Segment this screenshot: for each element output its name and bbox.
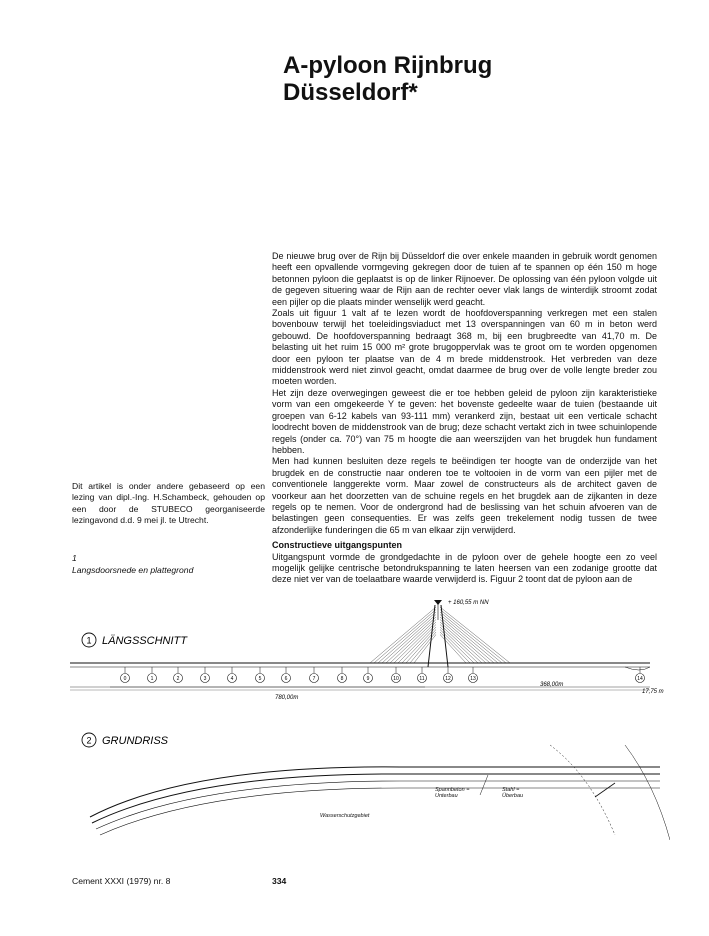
footer-journal: Cement XXXI (1979) nr. 8 <box>72 876 171 886</box>
article-title <box>283 52 492 106</box>
figure-number: 1 <box>72 553 77 563</box>
section-1-heading <box>82 633 188 647</box>
stay-cable <box>440 615 498 664</box>
plan-labels <box>320 787 523 819</box>
top-elevation-label: + 160,55 m NN <box>448 600 489 606</box>
pier-number: 13 <box>470 676 476 683</box>
figure-caption: Langsdoorsnede en plattegrond <box>72 565 194 575</box>
pier-number: 11 <box>419 676 425 683</box>
pier-number: 0 <box>123 676 127 683</box>
section-2-number: 2 <box>86 735 92 746</box>
paragraph-3: Het zijn deze overwegingen geweest die er toe hebben geleid de pyloon zijn karakteristieke vorm van een omgekeerde Y te geven: het bovenste gedeelte waar de tuien (bestaande uit groepen van 6-12 kabels van 93-111 mm) verankerd zijn, bestaat uit een verticale schacht loodrecht boven de middenstrook van de brug; deze schacht vertakt zich in twee schuinlopende regels (onder ca. 70°) van 75 m hoogte die aan weerszijden van het brugdek hun fundament hebben. <box>272 387 657 455</box>
paragraph-2: Zoals uit figuur 1 valt af te lezen wordt de hoofdoverspanning verkregen met een stalen bovenbouw terwijl het toeleidingsviaduct met 13 overspanningen van 60 m in beton werd gebouwd. De hoofdoverspanning bedraagt 368 m, bij een brugbreedte van 41,70 m. De belasting uit het ruim 15 000 m² grote brugoppervlak was te groot om te worden opgenomen door een pyloon ter plaatse van de 4 m brede middenstrook. Het verbreden van deze middenstrook werd niet zinvol geacht, omdat daarmee de brug over de volle lengte breder zou moeten worden. <box>272 308 657 387</box>
section-2-label: GRUNDRISS <box>102 735 169 747</box>
plan-label-spannbeton: Spannbeton = <box>435 787 470 793</box>
section-1-number: 1 <box>86 635 92 646</box>
end-height-label: 17,75 m <box>642 689 664 695</box>
paragraph-1: De nieuwe brug over de Rijn bij Düsseldorf die over enkele maanden in gebruik wordt genomen heeft een opvallende vormgeving gekregen door de tuien af te spannen op één 150 m hoge betonnen pyloon die geplaatst is op de linker Rijnoever. De oplossing van één pyloon volgde uit de gegeven situering waar de Rijn aan de rechter oever vlak langs de winterdijk stroomt zodat een pijler op die plaats minder wenselijk werd geacht. <box>272 251 657 307</box>
subheading: Constructieve uitgangspunten <box>272 540 403 551</box>
section-2-heading <box>82 733 169 747</box>
pier-number: 9 <box>366 676 370 683</box>
stay-cable <box>410 632 436 663</box>
paragraph-5: Uitgangspunt vormde de grondgedachte in de pyloon over de gehele hoogte een zo veel mogelijk gelijke centrische betondrukspanning te laten heersen van een zodanige grootte dat deze niet ver van de toelaatbare waarde verwijderd is. Figuur 2 toont dat de pyloon aan de <box>272 551 657 585</box>
bridge-drawing <box>70 595 670 845</box>
title-line-1: A-pyloon Rijnbrug <box>283 52 493 79</box>
pylon <box>370 605 510 667</box>
pier-markers <box>121 667 645 683</box>
title-line-2: Düsseldorf* <box>283 79 418 106</box>
span-left-label: 780,00m <box>275 695 299 701</box>
stay-cable <box>440 620 490 664</box>
plan-label-stahl: Stahl = <box>502 787 520 793</box>
pier-number: 1 <box>150 676 154 683</box>
plan-view <box>90 745 670 840</box>
stay-cable <box>440 612 502 663</box>
stay-cable <box>378 612 436 663</box>
stay-cable <box>440 632 470 663</box>
section-1-label: LÄNGSSCHNITT <box>102 635 187 647</box>
plan-label-unterbau: Unterbau <box>435 793 458 799</box>
stay-cable <box>386 617 436 663</box>
pier-number: 8 <box>340 676 344 683</box>
pier-number: 2 <box>176 676 180 683</box>
pier-number: 7 <box>312 676 316 683</box>
stay-cable <box>370 607 436 663</box>
pier-number: 3 <box>203 676 207 683</box>
span-dimensions <box>110 682 664 701</box>
plan-label-ueberbau: Überbau <box>502 793 524 799</box>
plan-label-wasserschutzgebiet: Wasserschutzgebiet <box>320 813 370 819</box>
stay-cable <box>440 607 510 663</box>
pier-number: 10 <box>393 676 399 683</box>
stay-cable <box>440 630 474 664</box>
sidenote: Dit artikel is onder andere gebaseerd op een lezing van dipl.-Ing. H.Schambeck, gehouden op een door de STUBECO georganiseerde lezingavond d.d. 9 mei jl. te Utrecht. <box>72 481 265 526</box>
stay-cable <box>440 625 482 664</box>
paragraph-4: Men had kunnen besluiten deze regels te beëindigen ter hoogte van de onderzijde van het brugdek en de constructie naar onderen toe te voltooien in de vorm van een pijler met de conventionele langgerekte vorm. Maar zowel de constructeurs als de architect gaven de voorkeur aan het doorzetten van de schuine regels en het brugdek aan de zijkanten in deze regels op te nemen. Voor de ondergrond had de beslissing van het schuin afvoeren van de belastingen geen consequenties. Er was zelfs geen trekelement nodig tussen de twee afzonderlijke funderingen die 65 m van elkaar zijn verwijderd. <box>272 456 657 535</box>
pier-number: 5 <box>258 676 262 683</box>
footer-page-number: 334 <box>272 876 287 886</box>
pier-number: 6 <box>284 676 288 683</box>
span-main-label: 368,00m <box>540 682 564 688</box>
pier-number: 12 <box>445 676 451 683</box>
stay-cable <box>374 610 436 664</box>
pier-number: 14 <box>637 676 643 683</box>
article-body <box>272 251 657 586</box>
pier-number: 4 <box>230 676 234 683</box>
